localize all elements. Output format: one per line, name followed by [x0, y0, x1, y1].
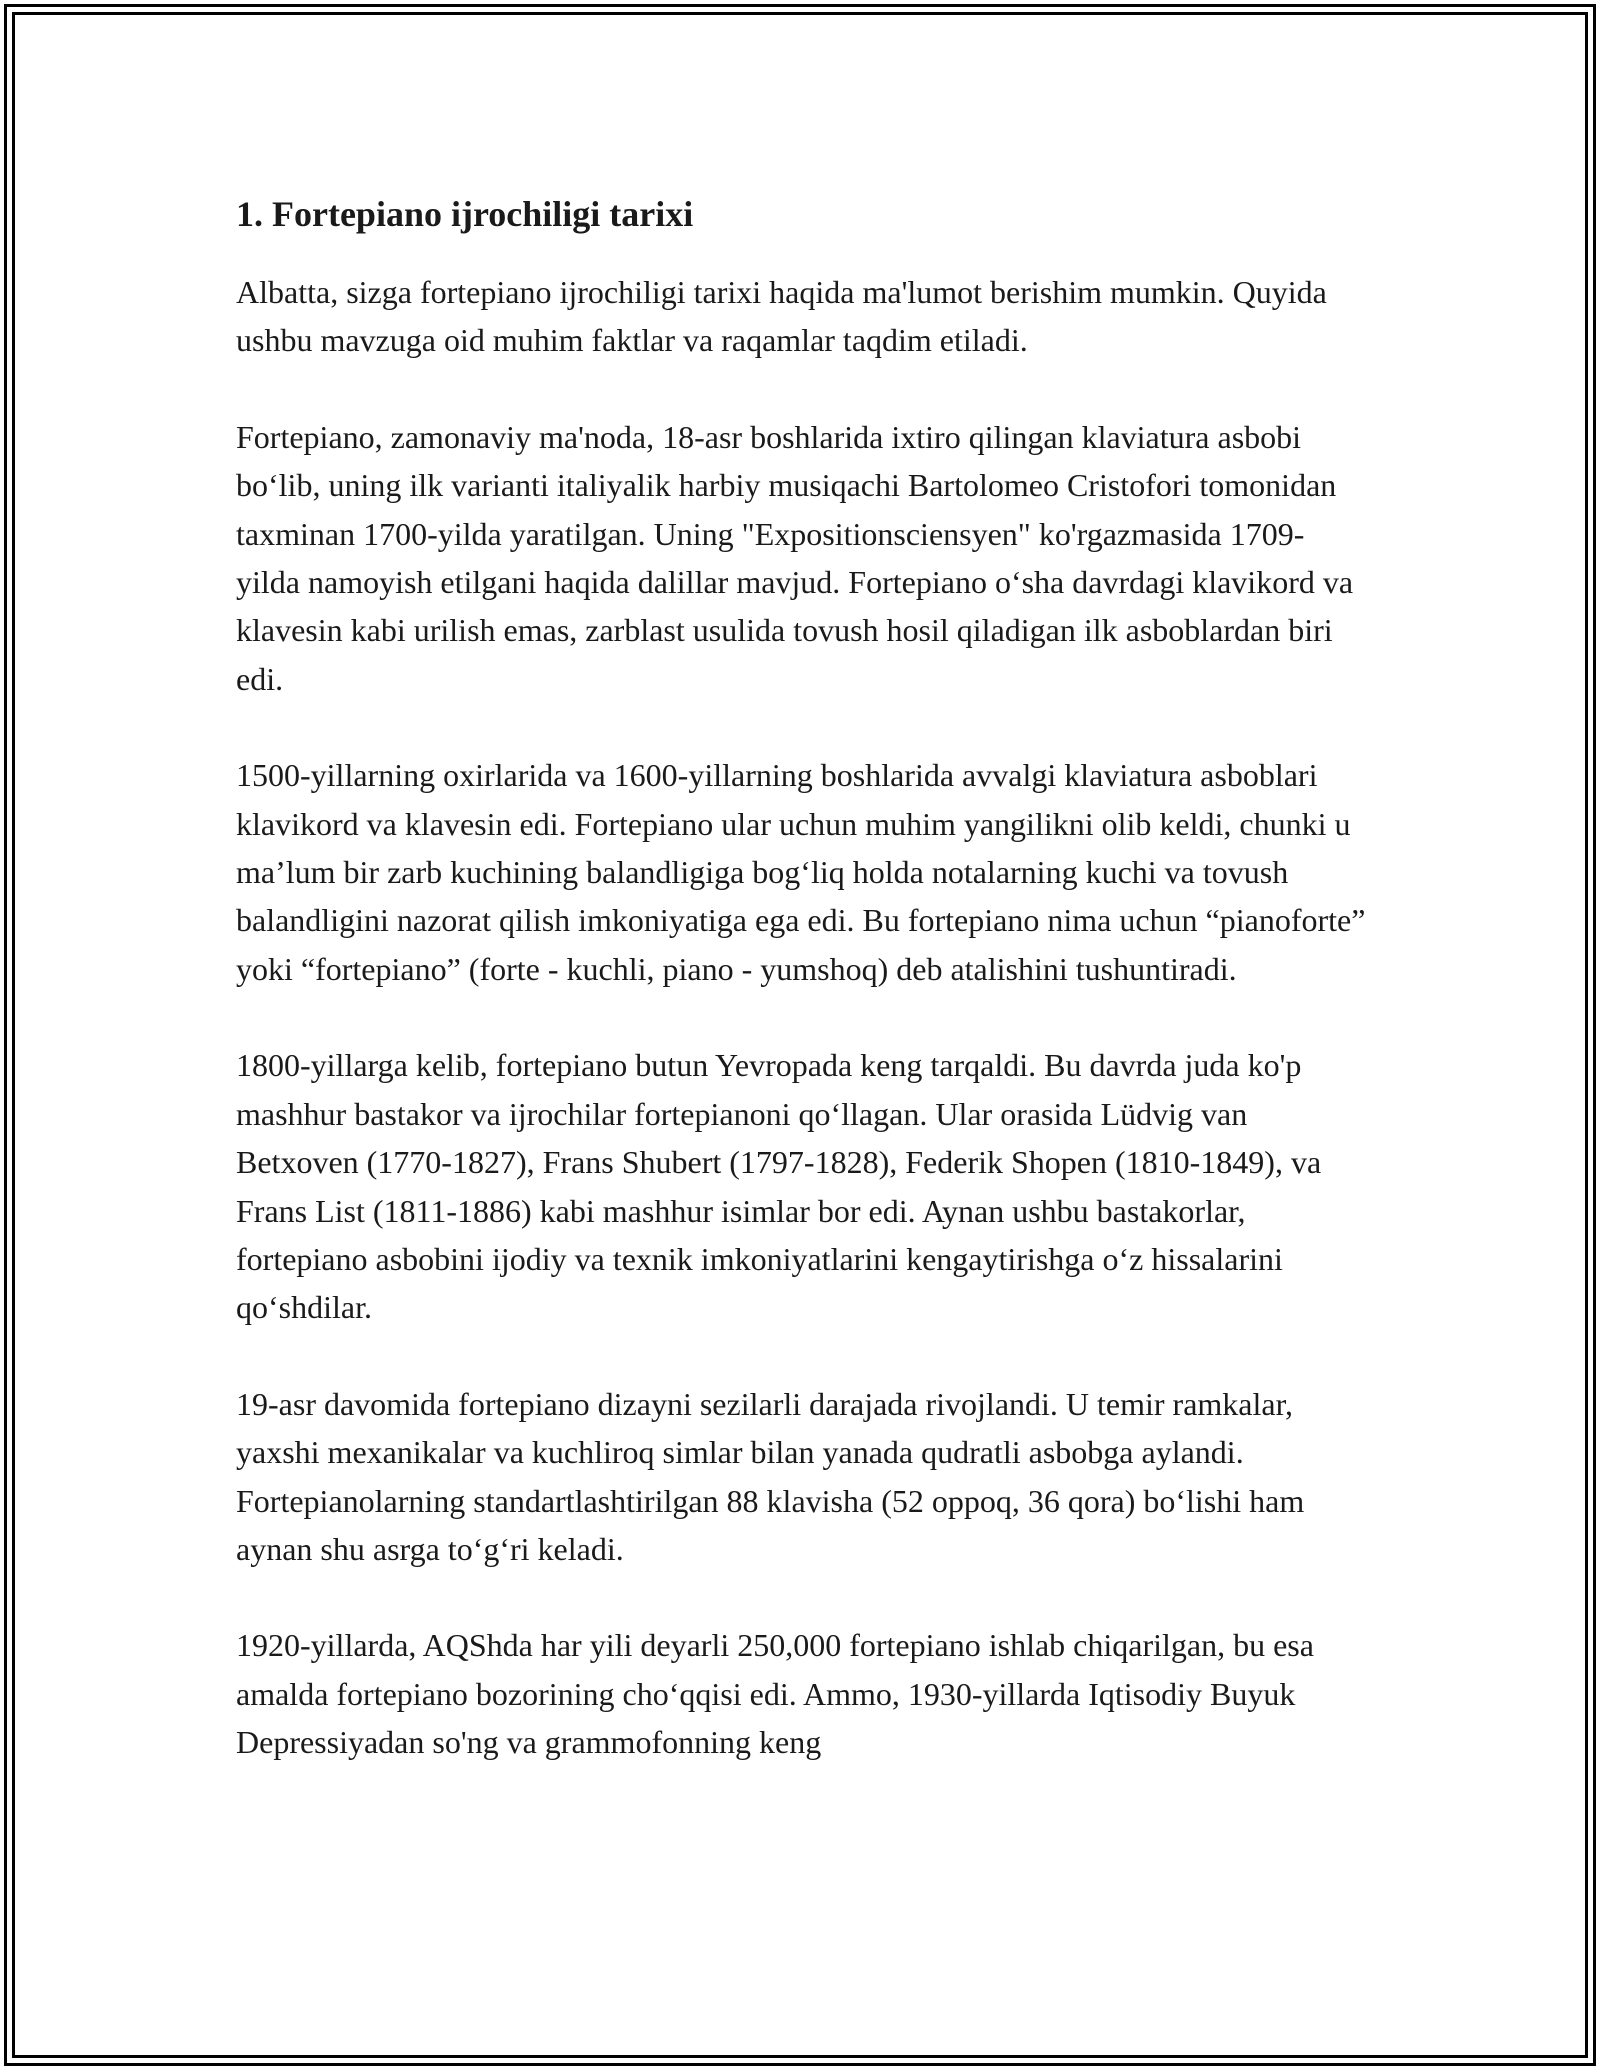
paragraph-early-keyboards: 1500-yillarning oxirlarida va 1600-yillarning boshlarida avvalgi klaviatura asboblari klavikord va klavesin edi. Fortepiano ular uchun muhim yangilikni olib keldi, chunki u ma’lum bir zarb kuchining balandligiga bog‘liq holda notalarning kuchi va tovush balandligini nazorat qilish imkoniyatiga ega edi. Bu fortepiano nima uchun “pianoforte” yoki “fortepiano” (forte - kuchli, piano - yumshoq) deb atalishini tushuntiradi. [236, 757, 1366, 987]
paragraph-invention: Fortepiano, zamonaviy ma'noda, 18-asr boshlarida ixtiro qilingan klaviatura asbobi bo‘lib, uning ilk varianti italiyalik harbiy musiqachi Bartolomeo Cristofori tomonidan taxminan 1700-yilda yaratilgan. Uning "Expositionsciensyen" ko'rgazmasida 1709-yilda namoyish etilgani haqida dalillar mavjud. Fortepiano o‘sha davrdagi klavikord va klavesin kabi urilish emas, zarblast usulida tovush hosil qiladigan ilk asboblardan biri edi. [236, 418, 1354, 697]
document-body [236, 190, 1366, 1815]
paragraph-1920s: 1920-yillarda, AQShda har yili deyarli 250,000 fortepiano ishlab chiqarilgan, bu esa amalda fortepiano bozorining cho‘qqisi edi. Ammo, 1930-yillarda Iqtisodiy Buyuk Depressiyadan so'ng va grammofonning keng [236, 1627, 1314, 1761]
document-title: 1. Fortepiano ijrochiligi tarixi [236, 194, 694, 234]
paragraph-intro: Albatta, sizga fortepiano ijrochiligi tarixi haqida ma'lumot berishim mumkin. Quyida ushbu mavzuga oid muhim faktlar va raqamlar taqdim etiladi. [236, 274, 1327, 359]
paragraph-19th-century: 19-asr davomida fortepiano dizayni sezilarli darajada rivojlandi. U temir ramkalar, yaxshi mexanikalar va kuchliroq simlar bilan yanada qudratli asbobga aylandi. Fortepianolarning standartlashtirilgan 88 klavisha (52 oppoq, 36 qora) bo‘lishi ham aynan shu asrga to‘g‘ri keladi. [236, 1385, 1305, 1567]
paragraph-1800s: 1800-yillarga kelib, fortepiano butun Yevropada keng tarqaldi. Bu davrda juda ko'p mashhur bastakor va ijrochilar fortepianoni qo‘llagan. Ular orasida Lüdvig van Betxoven (1770-1827), Frans Shubert (1797-1828), Federik Shopen (1810-1849), va Frans List (1811-1886) kabi mashhur isimlar bor edi. Aynan ushbu bastakorlar, fortepiano asbobini ijodiy va texnik imkoniyatlarini kengaytirishga o‘z hissalarini qo‘shdilar. [236, 1047, 1322, 1326]
